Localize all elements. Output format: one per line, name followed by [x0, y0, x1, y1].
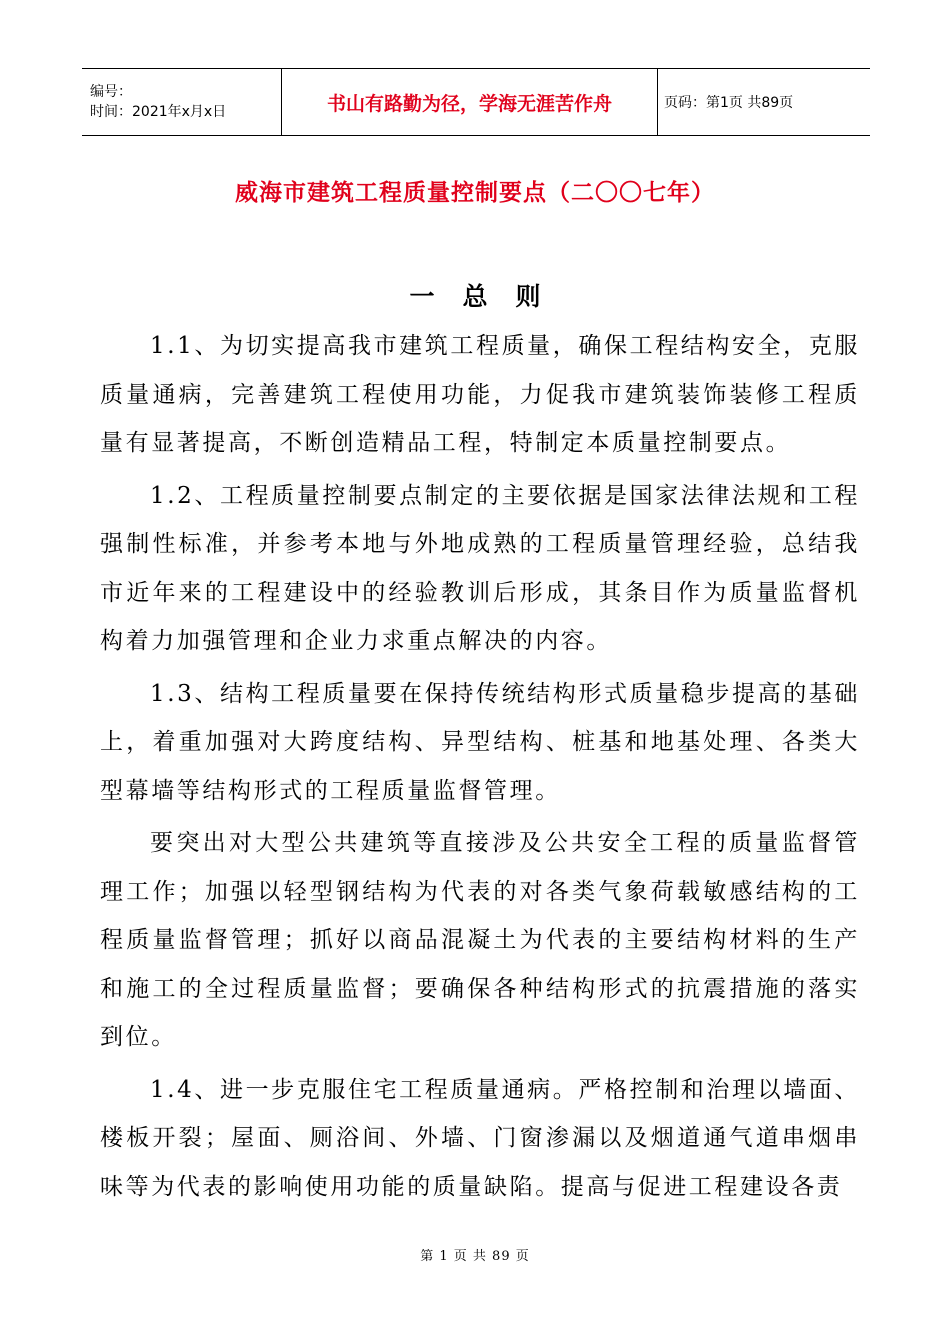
paragraph-1-3: 1.3、结构工程质量要在保持传统结构形式质量稳步提高的基础上，着重加强对大跨度结构、异型结构、桩基和地基处理、各类大型幕墙等结构形式的工程质量监督管理。 — [100, 680, 860, 804]
document-body — [100, 322, 860, 1215]
paragraph-1-1: 1.1、为切实提高我市建筑工程质量，确保工程结构安全，克服质量通病，完善建筑工程使用功能，力促我市建筑装饰装修工程质量有显著提高，不断创造精品工程，特制定本质量控制要点。 — [100, 333, 860, 456]
header-page-cell — [658, 69, 870, 135]
paragraph-1-2: 1.2、工程质量控制要点制定的主要依据是国家法律法规和工程强制性标准，并参考本地与外地成熟的工程质量管理经验，总结我市近年来的工程建设中的经验教训后形成，其条目作为质量监督机构着力加强管理和企业力求重点解决的内容。 — [100, 482, 860, 654]
paragraph-1-3-cont: 要突出对大型公共建筑等直接涉及公共安全工程的质量监督管理工作；加强以轻型钢结构为代表的对各类气象荷载敏感结构的工程质量监督管理；抓好以商品混凝土为代表的主要结构材料的生产和施工的全过程质量监督；要确保各种结构形式的抗震措施的落实到位。 — [100, 830, 860, 1050]
document-time-label: 时间：2021年x月x日 — [90, 104, 227, 120]
header-meta-cell — [82, 69, 282, 135]
section-heading-char: 总 — [462, 282, 488, 311]
page-footer: 第 1 页 共 89 页 — [420, 1249, 530, 1264]
header-table — [82, 68, 870, 136]
document-number-label: 编号： — [90, 84, 132, 100]
section-heading-char: 则 — [515, 282, 541, 311]
header-page-info: 页码：第1页 共89页 — [664, 95, 794, 111]
section-heading-char: 一 — [409, 282, 435, 311]
header-motto: 书山有路勤为径，学海无涯苦作舟 — [326, 92, 612, 115]
paragraph-1-4: 1.4、进一步克服住宅工程质量通病。严格控制和治理以墙面、楼板开裂；屋面、厕浴间、外墙、门窗渗漏以及烟道通气道串烟串味等为代表的影响使用功能的质量缺陷。提高与促进工程建设各责 — [100, 1076, 860, 1200]
section-heading — [0, 277, 950, 313]
header-motto-cell — [282, 69, 658, 135]
document-title: 威海市建筑工程质量控制要点（二〇〇七年） — [235, 180, 715, 206]
